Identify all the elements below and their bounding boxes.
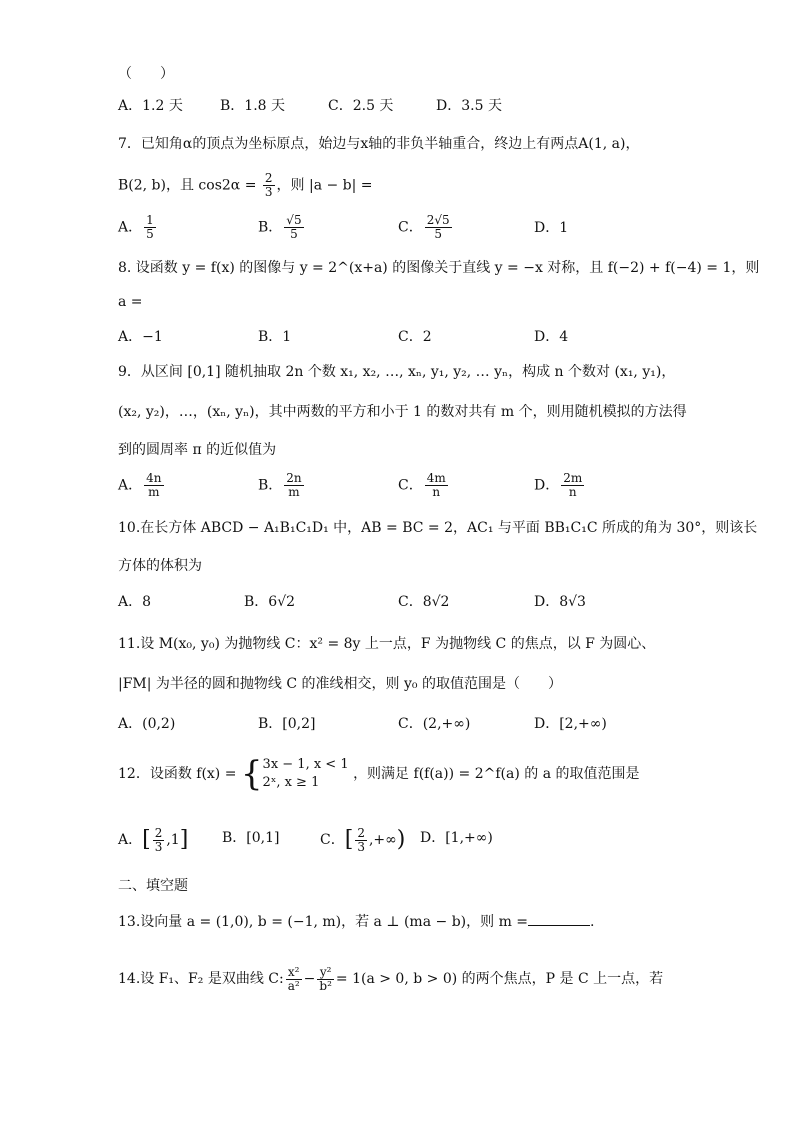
q14-line xyxy=(118,962,663,996)
q11-line2: |FM| 为半径的圆和抛物线 C 的准线相交，则 y₀ 的取值范围是（ ） xyxy=(118,676,562,692)
q9-option-c: C． $\frac{4m}{n}$ xyxy=(398,471,446,499)
q7-fraction: $\frac{2}{3}$ xyxy=(264,171,273,199)
q8-line1: 8. 设函数 y = f(x) 的图像与 y = 2^(x+a) 的图像关于直线 y = −x 对称，且 f(−2) + f(−4) = 1，则 xyxy=(118,260,760,276)
q10-option-c: C．8√2 xyxy=(398,594,450,610)
q11-option-d: D．[2,+∞) xyxy=(534,716,607,732)
q10-line2: 方体的体积为 xyxy=(118,558,202,574)
q12-prefix: 12．设函数 f(x) = xyxy=(118,766,237,782)
q12-stem xyxy=(118,754,640,794)
q13-end: . xyxy=(590,914,595,930)
q11-option-a: A．(0,2) xyxy=(118,716,176,732)
q13-text: 13.设向量 a = (1,0), b = (−1, m)，若 a ⊥ (ma − b)，则 m = xyxy=(118,914,529,930)
q7-line1: 7．已知角α的顶点为坐标原点，始边与x轴的非负半轴重合，终边上有两点A(1, a)， xyxy=(118,136,640,152)
q9-option-a: A． $\frac{4n}{m}$ xyxy=(118,471,162,499)
q14-frac-y: $\frac{\text{y²}}{\text{b²}}$ xyxy=(319,964,332,993)
q8-option-b: B．1 xyxy=(258,329,292,345)
q7-line2 xyxy=(118,172,373,199)
q14-suffix: = 1(a > 0, b > 0) 的两个焦点，P 是 C 上一点，若 xyxy=(335,971,664,987)
q12-option-d: D．[1,+∞) xyxy=(420,830,493,846)
q12-option-b: B．[0,1] xyxy=(222,830,280,846)
q6-paren: （ ） xyxy=(118,66,174,82)
q12-suffix: ，则满足 f(f(a)) = 2^f(a) 的 a 的取值范围是 xyxy=(353,766,640,782)
q6-option-d: D．3.5 天 xyxy=(436,98,502,114)
q6-option-c: C．2.5 天 xyxy=(328,98,394,114)
q12-cases: 3x − 1, x < 1 2ˣ, x ≥ 1 xyxy=(262,757,349,790)
q7-option-b: B． $\frac{√5}{5}$ xyxy=(258,213,302,241)
q7-line2-prefix: B(2, b)，且 cos2α = xyxy=(118,177,261,194)
q11-line1: 11.设 M(x₀, y₀) 为抛物线 C：x² = 8y 上一点，F 为抛物线 C 的焦点，以 F 为圆心、 xyxy=(118,636,656,652)
q14-prefix: 14.设 F₁、F₂ 是双曲线 C: xyxy=(118,971,284,987)
q14-frac-x: $\frac{\text{x²}}{\text{a²}}$ xyxy=(287,964,300,993)
q8-option-c: C．2 xyxy=(398,329,432,345)
q12-option-a: A．[ $\frac{2}{3}$ ,1] xyxy=(118,825,189,854)
q7-option-c: C． $\frac{2√5}{5}$ xyxy=(398,213,450,241)
q10-option-a: A．8 xyxy=(118,594,152,610)
q7-line2-suffix: ，则 |a − b| = xyxy=(276,177,373,194)
q13-answer-blank[interactable] xyxy=(528,913,590,926)
q6-option-a: A．1.2 天 xyxy=(118,98,183,114)
q14-minus: − xyxy=(303,971,316,987)
q9-line1: 9．从区间 [0,1] 随机抽取 2n 个数 x₁, x₂, …, xₙ, y₁, y₂, … yₙ，构成 n 个数对 (x₁, y₁)， xyxy=(118,364,676,380)
q9-line2: (x₂, y₂)，…，(xₙ, yₙ)，其中两数的平方和小于 1 的数对共有 m 个，则用随机模拟的方法得 xyxy=(118,404,687,420)
q7-option-d: D．1 xyxy=(534,220,569,236)
q9-option-d: D． $\frac{2m}{n}$ xyxy=(534,471,583,499)
q10-option-b: B．6√2 xyxy=(244,594,296,610)
q7-option-a: A． $\frac{1}{5}$ xyxy=(118,213,154,241)
q6-option-b: B．1.8 天 xyxy=(220,98,286,114)
q8-line2: a = xyxy=(118,294,143,310)
q9-option-b: B． $\frac{2n}{m}$ xyxy=(258,471,302,499)
q11-option-b: B．[0,2] xyxy=(258,716,316,732)
q9-line3: 到的圆周率 π 的近似值为 xyxy=(118,442,277,458)
q10-line1: 10.在长方体 ABCD − A₁B₁C₁D₁ 中，AB = BC = 2，AC₁ 与平面 BB₁C₁C 所成的角为 30°，则该长 xyxy=(118,520,758,536)
q12-option-c: C．[ $\frac{2}{3}$ ,+∞) xyxy=(320,825,406,854)
section-title: 二、填空题 xyxy=(118,878,188,894)
q10-option-d: D．8√3 xyxy=(534,594,586,610)
q8-option-d: D．4 xyxy=(534,329,569,345)
q8-option-a: A．−1 xyxy=(118,329,163,345)
q11-option-c: C．(2,+∞) xyxy=(398,716,471,732)
q13-line xyxy=(118,912,594,932)
q12-brace: { xyxy=(240,754,263,794)
